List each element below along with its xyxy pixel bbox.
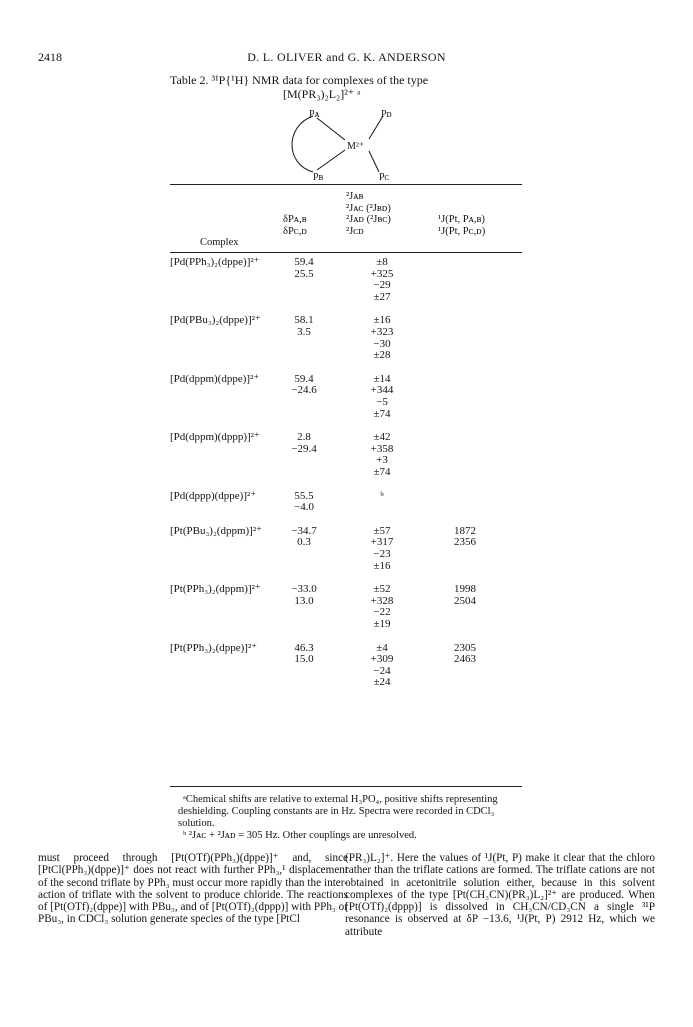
label-metal: M²⁺ xyxy=(347,141,365,152)
bond-pb-m xyxy=(317,150,345,170)
table-caption xyxy=(170,73,530,101)
chelate-structure-diagram xyxy=(265,104,435,184)
footnote-b: ᵇ ²Jᴀᴄ + ²Jᴀᴅ = 305 Hz. Other couplings are unresolved. xyxy=(183,830,417,841)
shift-cell: 46.3 15.0 xyxy=(294,641,314,666)
table-caption-line1: Table 2. ³¹P{¹H} NMR data for complexes of the type xyxy=(170,73,429,87)
shift-cell: 2.8 −29.4 xyxy=(291,431,317,455)
table-body xyxy=(170,257,522,701)
complex-cell: [Pd(dppp)(dppe)]²⁺ xyxy=(170,489,257,502)
complex-cell: [Pt(PPh₃)₂(dppm)]²⁺ xyxy=(170,583,261,596)
shift-cell: −34.7 0.3 xyxy=(291,524,317,549)
header-complex: Complex xyxy=(200,237,239,248)
table-top-rule xyxy=(170,184,522,185)
table-row xyxy=(170,257,522,315)
shift-cell: −33.0 13.0 xyxy=(291,583,317,607)
page-number: 2418 xyxy=(38,50,62,64)
complex-cell: [Pt(PPh₃)₂(dppe)]²⁺ xyxy=(170,641,258,654)
table-row xyxy=(170,526,522,584)
complex-cell: [Pd(PBu₃)₂(dppe)]²⁺ xyxy=(170,314,261,327)
complex-cell: [Pd(PPh₃)₂(dppe)]²⁺ xyxy=(170,256,260,268)
table-caption-line2: [M(PR₃)₂L₂]²⁺ ᵃ xyxy=(283,87,361,101)
coupling-cell: ±16 +323 −30 ±28 xyxy=(370,314,394,362)
header-coupling: ²Jᴀʙ ²Jᴀᴄ (²Jʙᴅ) ²Jᴀᴅ (²Jʙᴄ) ²Jᴄᴅ xyxy=(346,191,391,237)
table-bottom-rule xyxy=(170,786,522,787)
jpt-cell: 1872 2356 xyxy=(454,524,476,549)
label-pd: Pᴅ xyxy=(381,109,392,120)
complex-cell: [Pt(PBu₃)₂(dppm)]²⁺ xyxy=(170,524,262,537)
label-pc: Pᴄ xyxy=(379,172,390,183)
bond-pa-m xyxy=(317,118,345,140)
body-text-right-column: (PR₃)L₂]⁺. Here the values of ¹J(Pt, P) make it clear that the chloro rather than the triflate cations are formed. The triflate cations are not obtained in acetonitrile solution either, because in this solvent complexes of the type [Pt(CH₃CN)(PR₃)L₂]²⁺ are produced. When [Pt(OTf)₂(dppp)] is dissolved in CH₃CN/CD₃CN a single ³¹P resonance is observed at δP −13.6, ¹J(Pt, P) 2912 Hz, which we attribute xyxy=(345,852,655,938)
table-row xyxy=(170,315,522,373)
footnote-a: ᵃChemical shifts are relative to external H₃PO₄, positive shifts representing deshielding. Coupling constants are in Hz. Spectra were recorded in CDCl₃ solution. xyxy=(178,794,498,829)
complex-cell: [Pd(dppm)(dppp)]²⁺ xyxy=(170,431,260,444)
coupling-cell: ±52 +328 −22 ±19 xyxy=(370,583,394,630)
header-shift: δPᴀ,ʙ δPᴄ,ᴅ xyxy=(283,214,307,237)
table-row xyxy=(170,643,522,701)
header-jpt: ¹J(Pt, Pᴀ,ʙ) ¹J(Pt, Pᴄ,ᴅ) xyxy=(438,214,486,237)
complex-cell: [Pd(dppm)(dppe)]²⁺ xyxy=(170,372,260,385)
table-row xyxy=(170,374,522,432)
shift-cell: 58.1 3.5 xyxy=(294,314,314,338)
jpt-cell: 2305 2463 xyxy=(454,641,476,666)
running-header: D. L. OLIVER and G. K. ANDERSON xyxy=(247,50,446,64)
body-text-left-column: must proceed through [Pt(OTf)(PPh₃)(dppe)]⁺ and, since [PtCl(PPh₃)(dppe)]⁺ does not react with further PPh₃,¹ displacement of the second triflate by PPh₃ must occur more rapidly than the inter-action of triflate with the solvent to produce chloride. The reactions of [Pt(OTf)₂(dppe)] with PBu₃, and of [Pt(OTf)₂(dppp)] with PPh₃ or PBu₃, in CDCl₃ solution generate species of the type [PtCl xyxy=(38,852,348,926)
bond-pc-m xyxy=(369,151,379,172)
coupling-cell: ᵇ xyxy=(380,489,384,502)
table-footnotes xyxy=(178,794,516,842)
label-pa: Pᴀ xyxy=(309,109,320,120)
table-row xyxy=(170,491,522,526)
table-header-rule xyxy=(170,252,522,253)
jpt-cell: 1998 2504 xyxy=(454,583,476,607)
shift-cell: 59.4 25.5 xyxy=(294,256,314,280)
shift-cell: 59.4 −24.6 xyxy=(291,372,317,397)
table-row xyxy=(170,584,522,642)
coupling-cell: ±4 +309 −24 ±24 xyxy=(370,641,394,689)
coupling-cell: ±14 +344 −5 ±74 xyxy=(370,372,394,420)
coupling-cell: ±57 +317 −23 ±16 xyxy=(370,524,394,572)
label-pb: Pʙ xyxy=(313,172,324,183)
coupling-cell: ±42 +358 +3 ±74 xyxy=(370,431,394,478)
chelate-arc xyxy=(292,116,313,172)
table-row xyxy=(170,432,522,490)
coupling-cell: ±8 +325 −29 ±27 xyxy=(370,256,394,303)
shift-cell: 55.5 −4.0 xyxy=(294,489,314,514)
